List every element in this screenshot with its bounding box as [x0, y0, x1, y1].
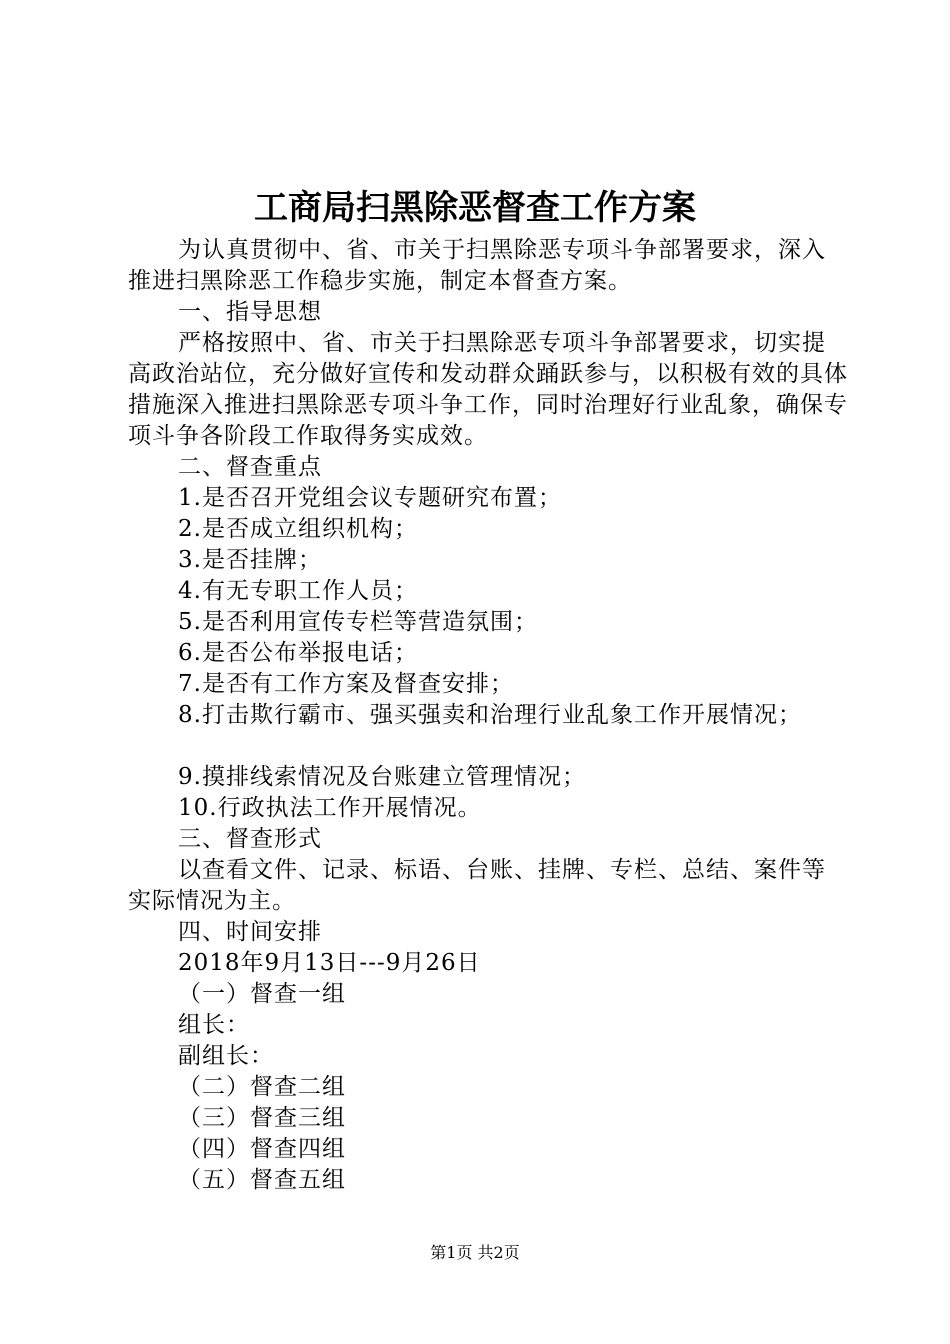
form-paragraph: 以查看文件、记录、标语、台账、挂牌、专栏、总结、案件等实际情况为主。: [128, 857, 826, 914]
group-5-heading: （五）督查五组: [178, 1167, 346, 1193]
blank-line: [128, 731, 848, 762]
focus-item-1: 1.是否召开党组会议专题研究布置；: [178, 485, 562, 511]
focus-item-3: 3.是否挂牌；: [178, 547, 322, 573]
group-1-heading: （一）督查一组: [178, 981, 346, 1007]
schedule-date-range: 2018年9月13日---9月26日: [178, 950, 481, 976]
group-deputy-leader-label: 副组长：: [178, 1043, 274, 1069]
section-heading-focus: 二、督查重点: [178, 454, 322, 480]
focus-item-9: 9.摸排线索情况及台账建立管理情况；: [178, 764, 586, 790]
group-2-heading: （二）督查二组: [178, 1074, 346, 1100]
group-leader-label: 组长：: [178, 1012, 250, 1038]
document-body: [128, 235, 848, 1196]
group-3-heading: （三）督查三组: [178, 1105, 346, 1131]
section-heading-schedule: 四、时间安排: [178, 919, 322, 945]
focus-item-10: 10.行政执法工作开展情况。: [178, 795, 482, 821]
focus-item-7: 7.是否有工作方案及督查安排；: [178, 671, 514, 697]
section-heading-guidance: 一、指导思想: [178, 299, 322, 325]
page-number-footer: 第1页 共2页: [430, 1243, 520, 1262]
focus-item-5: 5.是否利用宣传专栏等营造氛围；: [178, 609, 538, 635]
focus-item-2: 2.是否成立组织机构；: [178, 516, 418, 542]
focus-item-6: 6.是否公布举报电话；: [178, 640, 418, 666]
group-4-heading: （四）督查四组: [178, 1136, 346, 1162]
section-heading-form: 三、督查形式: [178, 826, 322, 852]
guidance-paragraph: 严格按照中、省、市关于扫黑除恶专项斗争部署要求，切实提高政治站位，充分做好宣传和发动群众踊跃参与，以积极有效的具体措施深入推进扫黑除恶专项斗争工作，同时治理好行业乱象，确保专项斗争各阶段工作取得务实成效。: [128, 330, 848, 449]
focus-item-4: 4.有无专职工作人员；: [178, 578, 418, 604]
document-title: 工商局扫黑除恶督查工作方案: [254, 188, 696, 228]
focus-item-8: 8.打击欺行霸市、强买强卖和治理行业乱象工作开展情况；: [178, 702, 802, 728]
intro-paragraph: 为认真贯彻中、省、市关于扫黑除恶专项斗争部署要求，深入推进扫黑除恶工作稳步实施，制定本督查方案。: [128, 237, 826, 294]
